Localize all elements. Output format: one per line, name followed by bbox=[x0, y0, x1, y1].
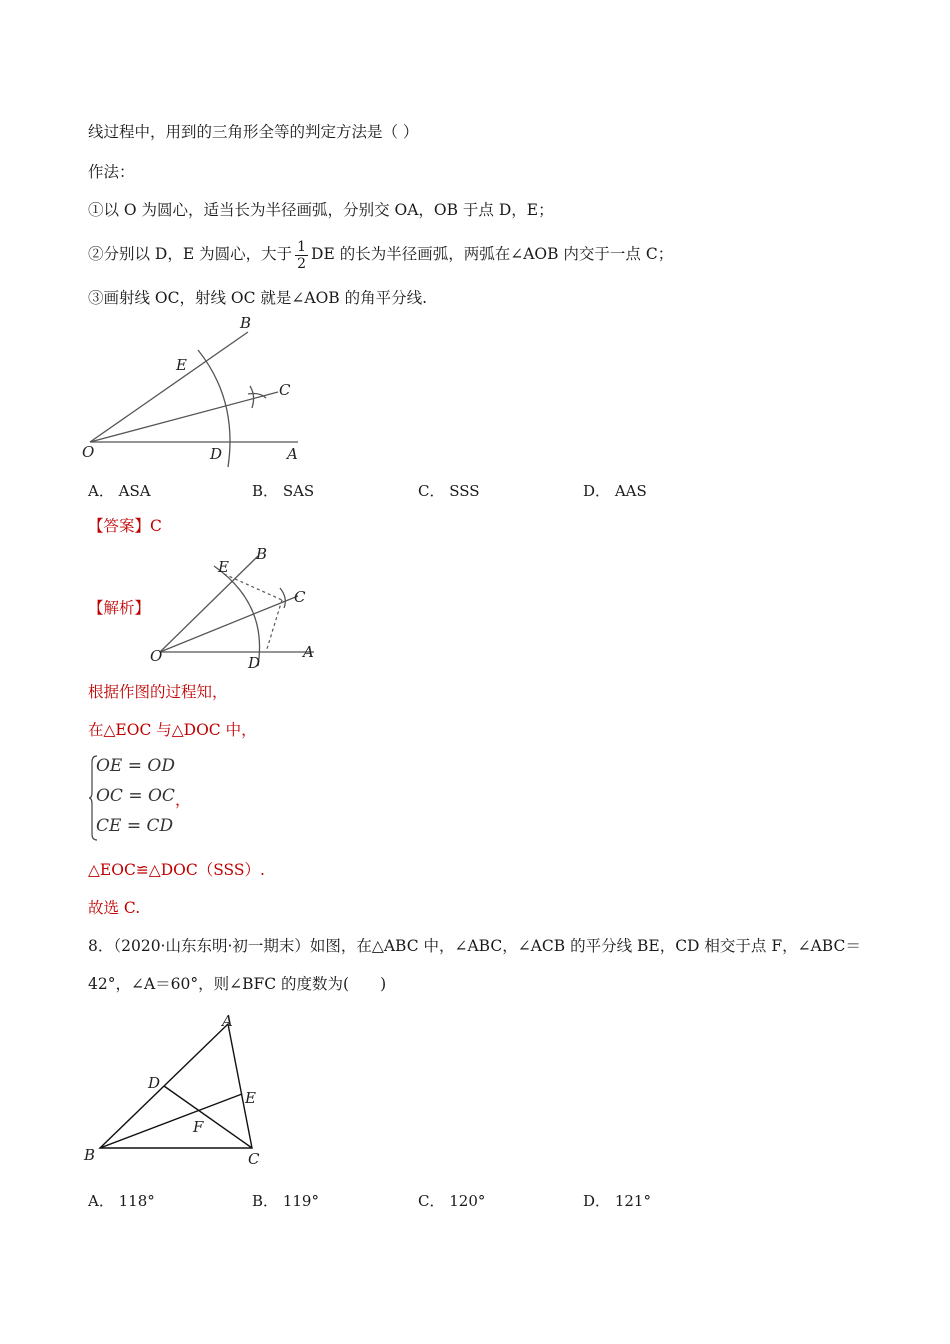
equation-1: OE = OD bbox=[96, 756, 175, 776]
step-2 bbox=[88, 236, 673, 272]
q8-stem-line-1: 8．（2020·山东东明·初一期末）如图，在△ABC 中，∠ABC，∠ACB 的平分线 BE，CD 相交于点 F，∠ABC＝ bbox=[88, 937, 861, 955]
segment-ec bbox=[224, 574, 282, 600]
step-3: ③画射线 OC，射线 OC 就是∠AOB 的角平分线. bbox=[88, 289, 428, 307]
equation-comma: ， bbox=[175, 791, 191, 809]
step-2-pre: ②分别以 D，E 为圆心，大于 bbox=[88, 245, 293, 263]
ray-ob bbox=[160, 556, 258, 652]
q8-option-b[interactable] bbox=[252, 1190, 319, 1211]
option-letter: C． bbox=[418, 482, 445, 500]
q7-option-c[interactable] bbox=[418, 480, 480, 501]
q8-stem-line-2: 42°，∠A＝60°，则∠BFC 的度数为( ) bbox=[88, 975, 387, 993]
q7-stem-line: 线过程中，用到的三角形全等的判定方法是（ ） bbox=[88, 123, 419, 141]
label-d: D bbox=[148, 1074, 161, 1092]
analysis-line-2: 在△EOC 与△DOC 中， bbox=[88, 721, 257, 739]
equation-2: OC = OC bbox=[96, 786, 175, 806]
analysis-label: 【解析】 bbox=[88, 599, 151, 617]
label-e: E bbox=[176, 356, 187, 374]
fraction-denominator: 2 bbox=[297, 255, 307, 272]
q8-option-d[interactable] bbox=[583, 1190, 651, 1211]
q8-option-c[interactable] bbox=[418, 1190, 485, 1211]
label-a: A bbox=[287, 445, 298, 463]
segment-be bbox=[100, 1094, 242, 1148]
q7-option-d[interactable] bbox=[583, 480, 647, 501]
equation-3: CE = CD bbox=[96, 816, 174, 836]
label-a: A bbox=[303, 643, 314, 661]
label-a: A bbox=[222, 1012, 233, 1030]
label-d: D bbox=[248, 654, 261, 672]
option-text: 119° bbox=[282, 1192, 319, 1210]
option-letter: C． bbox=[418, 1192, 445, 1210]
option-text: AAS bbox=[614, 482, 647, 500]
analysis-line-1: 根据作图的过程知， bbox=[88, 683, 228, 701]
ray-oc bbox=[90, 392, 278, 442]
option-letter: A． bbox=[88, 482, 114, 500]
label-b: B bbox=[84, 1146, 96, 1164]
step-1: ①以 O 为圆心，适当长为半径画弧，分别交 OA，OB 于点 D，E； bbox=[88, 201, 554, 219]
label-b: B bbox=[240, 314, 252, 332]
option-letter: D． bbox=[583, 482, 611, 500]
analysis-figure bbox=[148, 544, 328, 672]
triangle-abc bbox=[100, 1024, 252, 1148]
option-letter: B． bbox=[252, 482, 279, 500]
option-letter: B． bbox=[252, 1192, 279, 1210]
method-title: 作法： bbox=[88, 163, 135, 181]
option-text: ASA bbox=[118, 482, 151, 500]
arc-c-1 bbox=[250, 386, 254, 408]
option-letter: D． bbox=[583, 1192, 611, 1210]
triangle-figure bbox=[80, 1008, 280, 1173]
option-text: 120° bbox=[449, 1192, 486, 1210]
step-2-post: DE 的长为半径画弧，两弧在∠AOB 内交于一点 C； bbox=[311, 245, 674, 263]
label-c: C bbox=[248, 1150, 260, 1168]
option-text: SAS bbox=[282, 482, 315, 500]
arc-de bbox=[214, 566, 260, 666]
answer: 【答案】C bbox=[88, 517, 162, 535]
label-d: D bbox=[210, 445, 223, 463]
fraction-numerator: 1 bbox=[297, 238, 307, 255]
choose-answer: 故选 C. bbox=[88, 899, 141, 917]
conclusion: △EOC≌△DOC（SSS）. bbox=[88, 861, 265, 879]
arc-c bbox=[280, 588, 285, 608]
label-e: E bbox=[218, 558, 229, 576]
option-letter: A． bbox=[88, 1192, 114, 1210]
label-e: E bbox=[245, 1089, 256, 1107]
construction-figure bbox=[80, 312, 320, 472]
q7-option-b[interactable] bbox=[252, 480, 314, 501]
label-f: F bbox=[193, 1118, 204, 1136]
q8-option-a[interactable] bbox=[88, 1190, 155, 1211]
label-o: O bbox=[150, 647, 163, 665]
q7-option-a[interactable] bbox=[88, 480, 151, 501]
ray-oc bbox=[160, 596, 298, 652]
label-c: C bbox=[279, 381, 291, 399]
label-c: C bbox=[294, 588, 306, 606]
option-text: SSS bbox=[449, 482, 480, 500]
option-text: 121° bbox=[614, 1192, 651, 1210]
fraction-half bbox=[295, 239, 308, 272]
label-b: B bbox=[256, 545, 268, 563]
ray-ob bbox=[90, 332, 248, 442]
label-o: O bbox=[82, 443, 95, 461]
option-text: 118° bbox=[118, 1192, 155, 1210]
